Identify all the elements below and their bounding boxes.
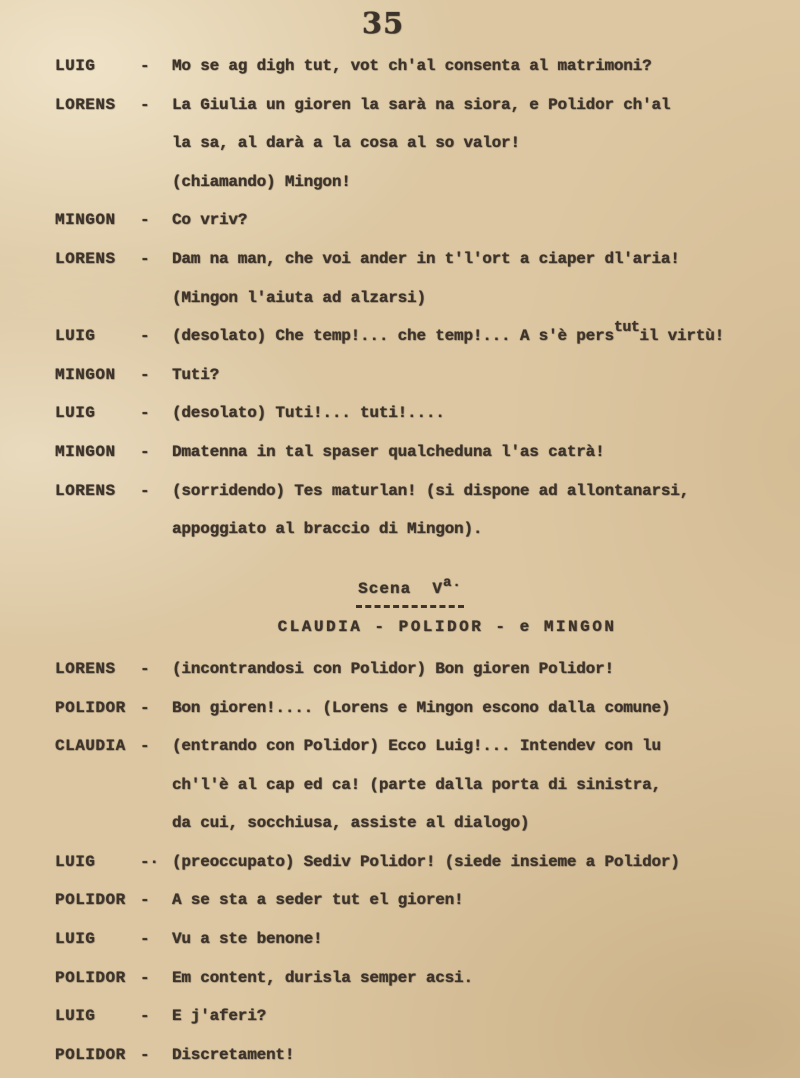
dash-separator: - xyxy=(140,659,150,678)
speaker-name: LUIG xyxy=(55,327,96,346)
dialogue-text: (desolato) Che temp!... che temp!... A s'è perstutil virtù! xyxy=(172,318,725,346)
speaker-name xyxy=(55,124,140,163)
scene-heading-text xyxy=(356,574,464,608)
script-body xyxy=(0,47,800,1074)
script-line xyxy=(0,510,800,549)
dialogue-text: Mo se ag digh tut, vot ch'al consenta al matrimoni? xyxy=(172,57,652,75)
script-line xyxy=(0,843,800,882)
script-line xyxy=(0,1036,800,1075)
dash-separator xyxy=(140,804,172,843)
speaker-name xyxy=(55,766,140,805)
speaker-name: LORENS xyxy=(55,481,116,500)
dialogue-text: (entrando con Polidor) Ecco Luig!... Intendev con lu xyxy=(172,737,661,756)
dialogue-text: (preoccupato) Sediv Polidor! (siede insieme a Polidor) xyxy=(172,852,680,871)
speaker-name: LORENS xyxy=(55,95,116,114)
dialogue-text: Discretament! xyxy=(172,1045,295,1064)
dash-separator: - xyxy=(140,1045,150,1064)
dash-separator: - xyxy=(140,211,150,230)
scene-ordinal: a. xyxy=(443,575,462,592)
dash-separator: - xyxy=(140,249,150,268)
dialogue-text: La Giulia un gioren la sarà na siora, e Polidor ch'al xyxy=(172,95,671,114)
script-line xyxy=(0,163,800,202)
speaker-name: POLIDOR xyxy=(55,698,126,717)
script-line xyxy=(0,689,800,728)
dash-separator: - xyxy=(140,1007,150,1026)
speaker-name: LUIG xyxy=(55,404,96,423)
dialogue-text: da cui, socchiusa, assiste al dialogo) xyxy=(172,814,530,833)
dash-separator: - xyxy=(140,891,150,910)
speaker-name xyxy=(55,804,140,843)
dash-separator: - xyxy=(140,365,150,384)
dash-separator: -· xyxy=(140,852,159,871)
scene-numeral: V xyxy=(432,579,443,598)
dialogue-text: ch'l'è al cap ed ca! (parte dalla porta di sinistra, xyxy=(172,775,661,794)
speaker-name: POLIDOR xyxy=(55,1045,126,1064)
dialogue-text: la sa, al darà a la cosa al so valor! xyxy=(172,134,520,153)
dialogue-text: Bon gioren!.... (Lorens e Mingon escono dalla comune) xyxy=(172,698,671,717)
speaker-name: MINGON xyxy=(55,442,116,461)
dialogue-text: Vu a ste benone! xyxy=(172,930,323,949)
scene-heading xyxy=(0,570,800,609)
speaker-name: CLAUDIA xyxy=(55,737,126,756)
dash-separator xyxy=(140,279,172,318)
dash-separator: - xyxy=(140,95,150,114)
script-line xyxy=(0,920,800,959)
dash-separator: - xyxy=(140,968,150,987)
script-line xyxy=(0,240,800,279)
dash-separator: - xyxy=(140,57,150,75)
dialogue-text: appoggiato al braccio di Mingon). xyxy=(172,520,483,539)
script-line xyxy=(0,86,800,125)
speaker-name: LUIG xyxy=(55,852,96,871)
dialogue-text: Co vriv? xyxy=(172,211,248,230)
inserted-word: tut xyxy=(613,318,640,336)
script-line xyxy=(0,433,800,472)
script-line xyxy=(0,881,800,920)
dash-separator: - xyxy=(140,737,150,756)
dash-separator: - xyxy=(140,327,150,346)
page-number: 35 xyxy=(361,6,405,40)
dash-separator xyxy=(140,510,172,549)
dialogue-text: (desolato) Tuti!... tuti!.... xyxy=(172,404,445,423)
script-line xyxy=(0,650,800,689)
dash-separator xyxy=(140,124,172,163)
speaker-name: LORENS xyxy=(55,659,116,678)
script-line xyxy=(0,201,800,240)
dialogue-text: (sorridendo) Tes maturlan! (si dispone ad allontanarsi, xyxy=(172,481,690,500)
speaker-name: MINGON xyxy=(55,365,116,384)
scene-label: Scena xyxy=(358,579,433,598)
dash-separator: - xyxy=(140,930,150,949)
script-line xyxy=(0,766,800,805)
dialogue-text: (chiamando) Mingon! xyxy=(172,172,351,191)
speaker-name: LORENS xyxy=(55,249,116,268)
speaker-name: MINGON xyxy=(55,211,116,230)
dialogue-text: Dmatenna in tal spaser qualcheduna l'as catrà! xyxy=(172,442,605,461)
script-line xyxy=(0,47,800,86)
script-line xyxy=(0,356,800,395)
dialogue-text: (incontrandosi con Polidor) Bon gioren Polidor! xyxy=(172,659,614,678)
script-line xyxy=(0,472,800,511)
speaker-name xyxy=(55,510,140,549)
speaker-name xyxy=(55,163,140,202)
speaker-name: POLIDOR xyxy=(55,891,126,910)
script-line xyxy=(0,124,800,163)
dash-separator: - xyxy=(140,698,150,717)
dash-separator xyxy=(140,163,172,202)
dialogue-text: (Mingon l'aiuta ad alzarsi) xyxy=(172,288,426,307)
script-line xyxy=(0,317,800,356)
dash-separator: - xyxy=(140,481,150,500)
script-line xyxy=(0,804,800,843)
dash-separator: - xyxy=(140,442,150,461)
script-line xyxy=(0,959,800,998)
script-line xyxy=(0,394,800,433)
speaker-name: LUIG xyxy=(55,930,96,949)
speaker-name: LUIG xyxy=(55,1007,96,1026)
speaker-name: POLIDOR xyxy=(55,968,126,987)
dash-separator xyxy=(140,766,172,805)
dash-separator: - xyxy=(140,404,150,423)
dialogue-text: A se sta a seder tut el gioren! xyxy=(172,891,464,910)
dialogue-text: Dam na man, che voi ander in t'l'ort a ciaper dl'aria! xyxy=(172,249,680,268)
speaker-name: LUIG xyxy=(55,57,96,75)
dialogue-text: E j'aferi? xyxy=(172,1007,267,1026)
script-line xyxy=(0,279,800,318)
script-line xyxy=(0,997,800,1036)
speaker-name xyxy=(55,279,140,318)
dialogue-text: Tuti? xyxy=(172,365,220,384)
script-line xyxy=(0,727,800,766)
cast-list: CLAUDIA - POLIDOR - e MINGON xyxy=(277,618,617,637)
dialogue-text: Em content, durisla semper acsi. xyxy=(172,968,473,987)
dialogue-text-after: il virtù! xyxy=(639,327,725,346)
